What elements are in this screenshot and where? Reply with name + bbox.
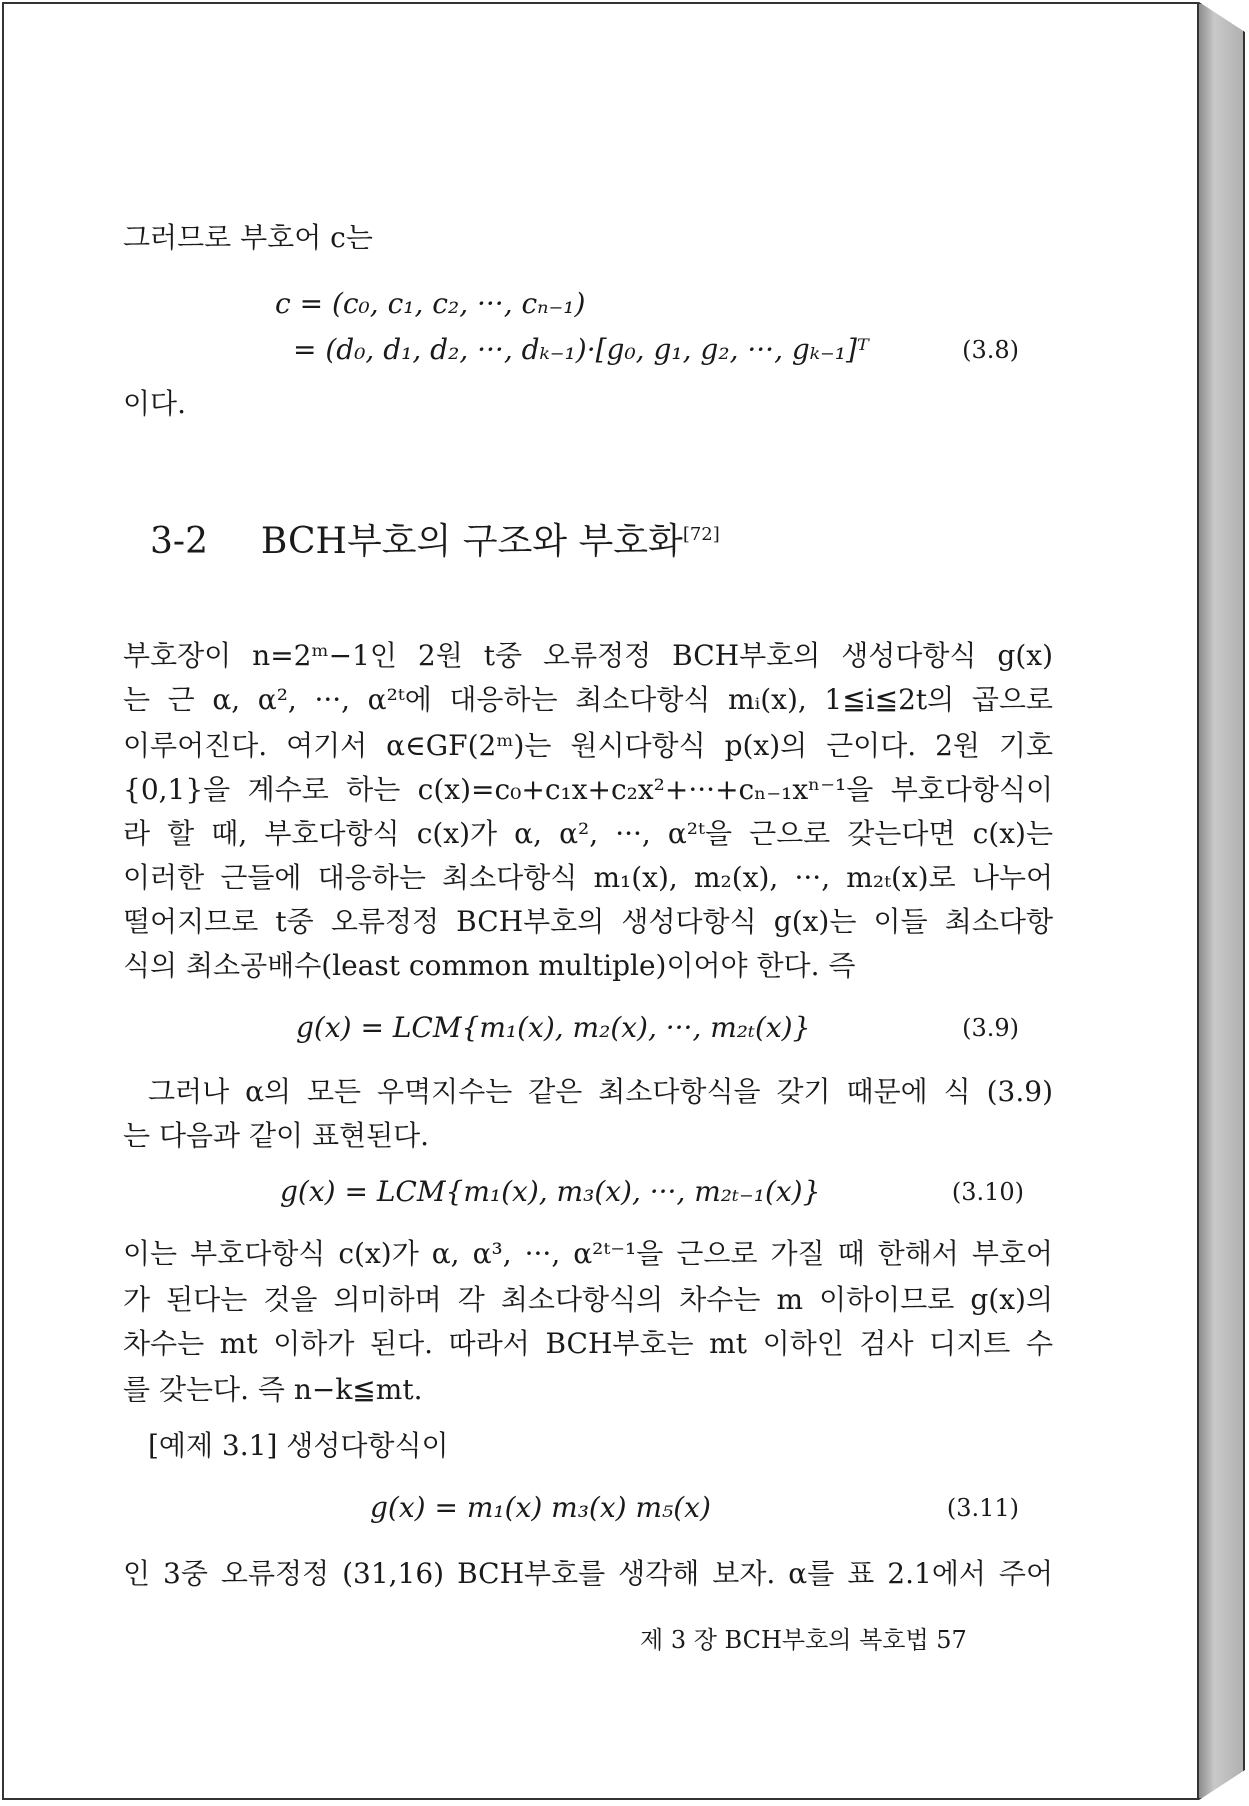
paragraph1-line6: 이러한 근들에 대응하는 최소다항식 m₁(x), m₂(x), ···, m₂ₜ(x)로 나누어	[123, 861, 1053, 894]
paragraph1-line4: {0,1}을 계수로 하는 c(x)=c₀+c₁x+c₂x²+···+cₙ₋₁xⁿ⁻¹을 부호다항식이	[123, 773, 1053, 806]
paragraph1-line7: 떨어지므로 t중 오류정정 BCH부호의 생성다항식 g(x)는 이들 최소다항	[123, 905, 1053, 938]
section-title: BCH부호의 구조와 부호화	[260, 521, 683, 562]
equation-3-9-number: (3.9)	[962, 1014, 1019, 1042]
intro-line: 그러므로 부호어 c는	[123, 221, 373, 254]
equation-3-8-line2: = (d₀, d₁, d₂, ···, dₖ₋₁)·[g₀, g₁, g₂, ···, gₖ₋₁]ᵀ	[293, 333, 869, 366]
page-stack-edge	[1199, 2, 1245, 1800]
section-heading	[150, 510, 720, 567]
paragraph1-line8: 식의 최소공배수(least common multiple)이어야 한다. 즉	[123, 949, 856, 982]
paragraph1-line3: 이루어진다. 여기서 α∈GF(2ᵐ)는 원시다항식 p(x)의 근이다. 2원 기호	[123, 729, 1053, 762]
equation-3-9: g(x) = LCM{m₁(x), m₂(x), ···, m₂ₜ(x)}	[296, 1011, 811, 1044]
paragraph3-line2: 가 된다는 것을 의미하며 각 최소다항식의 차수는 m 이하이므로 g(x)의	[123, 1283, 1053, 1316]
paragraph3-line1: 이는 부호다항식 c(x)가 α, α³, ···, α²ᵗ⁻¹을 근으로 가질 때 한해서 부호어	[123, 1237, 1053, 1270]
page-stack-corner-bottom	[1199, 1770, 1245, 1800]
equation-3-11-number: (3.11)	[946, 1494, 1019, 1522]
page-stack-corner-top	[1199, 2, 1245, 32]
section-reference: [72]	[682, 524, 720, 545]
equation-3-11: g(x) = m₁(x) m₃(x) m₅(x)	[370, 1491, 711, 1524]
paragraph1-line1: 부호장이 n=2ᵐ−1인 2원 t중 오류정정 BCH부호의 생성다항식 g(x)	[123, 639, 1053, 672]
after-equation-3-8: 이다.	[123, 387, 186, 420]
equation-3-8-line1: c = (c₀, c₁, c₂, ···, cₙ₋₁)	[275, 287, 586, 320]
paragraph3-line4: 를 갖는다. 즉 n−k≦mt.	[123, 1373, 423, 1406]
equation-3-8-number: (3.8)	[962, 336, 1019, 364]
final-line: 인 3중 오류정정 (31,16) BCH부호를 생각해 보자. α를 표 2.1에서 주어	[123, 1557, 1053, 1590]
paragraph2-line1: 그러나 α의 모든 우멱지수는 같은 최소다항식을 갖기 때문에 식 (3.9)	[148, 1075, 1053, 1108]
equation-3-10-number: (3.10)	[951, 1178, 1024, 1206]
paragraph1-line5: 라 할 때, 부호다항식 c(x)가 α, α², ···, α²ᵗ을 근으로 갖는다면 c(x)는	[123, 817, 1053, 850]
example-label: [예제 3.1] 생성다항식이	[148, 1429, 449, 1462]
section-number: 3-2	[150, 521, 208, 562]
paragraph2-line2: 는 다음과 같이 표현된다.	[123, 1119, 430, 1152]
book-page	[2, 2, 1199, 1800]
equation-3-10: g(x) = LCM{m₁(x), m₃(x), ···, m₂ₜ₋₁(x)}	[280, 1175, 821, 1208]
paragraph1-line2: 는 근 α, α², ···, α²ᵗ에 대응하는 최소다항식 mᵢ(x), 1≦i≦2t의 곱으로	[123, 683, 1053, 716]
paragraph3-line3: 차수는 mt 이하가 된다. 따라서 BCH부호는 mt 이하인 검사 디지트 수	[123, 1327, 1053, 1360]
page-footer: 제 3 장 BCH부호의 복호법 57	[640, 1626, 967, 1654]
